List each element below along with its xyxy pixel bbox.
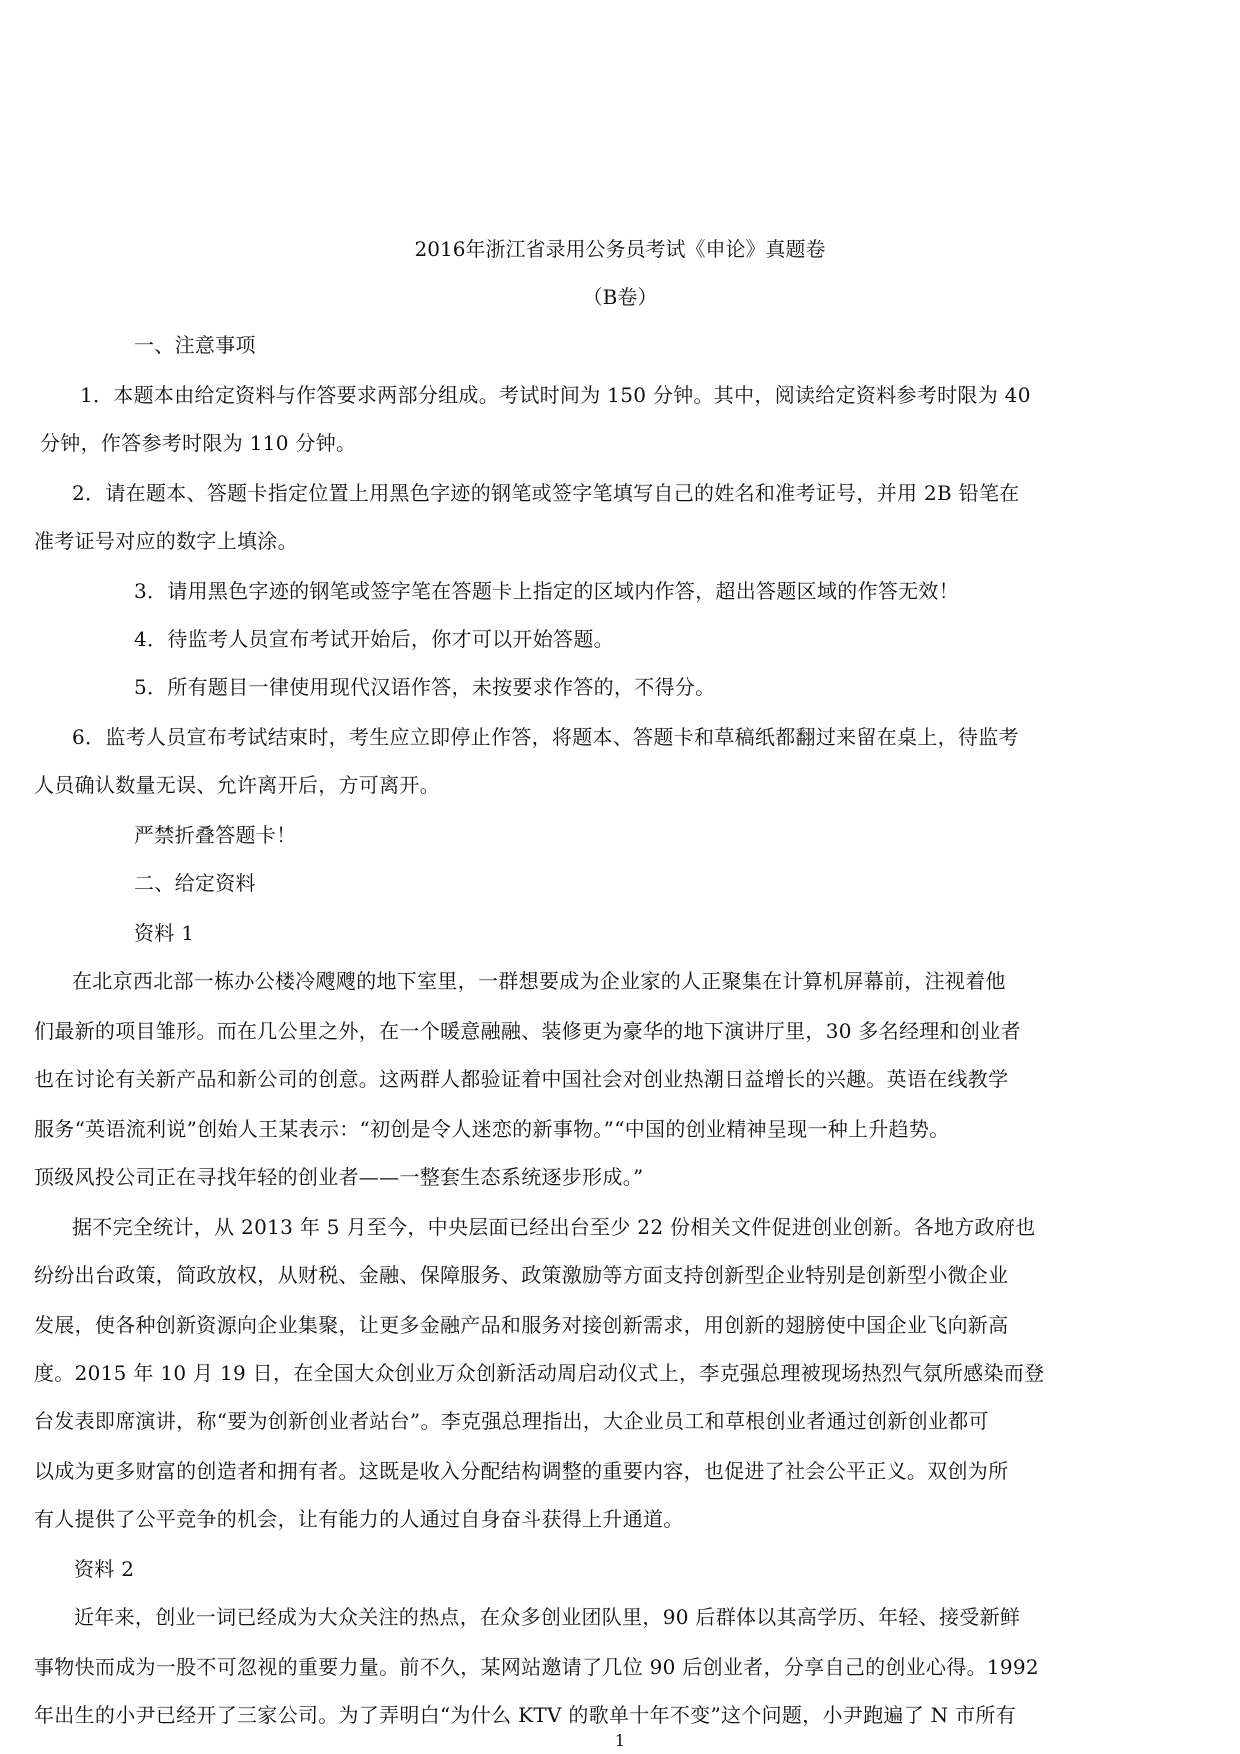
- material-2-paragraph-1-line: 近年来，创业一词已经成为大众关注的热点，在众多创业团队里，90 后群体以其高学历、年轻、接受新鲜: [74, 1605, 1021, 1629]
- notice-item-5: 5．所有题目一律使用现代汉语作答，未按要求作答的，不得分。: [134, 675, 716, 699]
- notice-item-3: 3．请用黑色字迹的钢笔或签字笔在答题卡上指定的区域内作答，超出答题区域的作答无效！: [134, 579, 960, 603]
- notice-heading: 一、注意事项: [134, 333, 256, 357]
- material-1-paragraph-1-line: 顶级风投公司正在寻找年轻的创业者——一整套生态系统逐步形成。”: [34, 1165, 644, 1189]
- material-1-paragraph-1-line: 也在讨论有关新产品和新公司的创意。这两群人都验证着中国社会对创业热潮日益增长的兴趣。英语在线教学: [34, 1067, 1009, 1091]
- materials-heading: 二、给定资料: [134, 871, 256, 895]
- material-1-paragraph-1-line: 们最新的项目雏形。而在几公里之外，在一个暖意融融、装修更为豪华的地下演讲厅里，30 多名经理和创业者: [34, 1019, 1021, 1043]
- notice-item-4: 4．待监考人员宣布考试开始后，你才可以开始答题。: [134, 627, 614, 651]
- material-1-paragraph-2-line: 度。2015 年 10 月 19 日，在全国大众创业万众创新活动周启动仪式上，李克强总理被现场热烈气氛所感染而登: [34, 1361, 1045, 1385]
- notice-item-2-line-1: 2．请在题本、答题卡指定位置上用黑色字迹的钢笔或签字笔填写自己的姓名和准考证号，并用 2B 铅笔在: [72, 481, 1020, 505]
- material-1-paragraph-2-line: 有人提供了公平竞争的机会，让有能力的人通过自身奋斗获得上升通道。: [34, 1507, 684, 1531]
- material-1-paragraph-2-line: 发展，使各种创新资源向企业集聚，让更多金融产品和服务对接创新需求，用创新的翅膀使中国企业飞向新高: [34, 1313, 1009, 1337]
- material-2-paragraph-1-line: 年出生的小尹已经开了三家公司。为了弄明白“为什么 KTV 的歌单十年不变”这个问题，小尹跑遍了 N 市所有: [34, 1703, 1017, 1727]
- material-1-heading: 资料 1: [134, 921, 195, 945]
- material-1-paragraph-1-line: 服务“英语流利说”创始人王某表示：“初创是令人迷恋的新事物。”“中国的创业精神呈现一种上升趋势。: [34, 1117, 950, 1141]
- material-1-paragraph-2-line: 以成为更多财富的创造者和拥有者。这既是收入分配结构调整的重要内容，也促进了社会公平正义。双创为所: [34, 1459, 1009, 1483]
- notice-item-6-line-2: 人员确认数量无误、允许离开后，方可离开。: [34, 773, 440, 797]
- material-2-heading: 资料 2: [74, 1557, 135, 1581]
- material-1-paragraph-2-line: 纷纷出台政策，简政放权，从财税、金融、保障服务、政策激励等方面支持创新型企业特别是创新型小微企业: [34, 1263, 1009, 1287]
- notice-item-6-line-1: 6．监考人员宣布考试结束时，考生应立即停止作答，将题本、答题卡和草稿纸都翻过来留在桌上，待监考: [72, 725, 1019, 749]
- notice-item-2-line-2: 准考证号对应的数字上填涂。: [34, 529, 298, 553]
- warning-text: 严禁折叠答题卡！: [134, 823, 297, 847]
- material-1-paragraph-1-line: 在北京西北部一栋办公楼冷飕飕的地下室里，一群想要成为企业家的人正聚集在计算机屏幕前，注视着他: [72, 969, 1006, 993]
- material-1-paragraph-2-line: 据不完全统计，从 2013 年 5 月至今，中央层面已经出台至少 22 份相关文件促进创业创新。各地方政府也: [72, 1215, 1036, 1239]
- material-2-paragraph-1-line: 事物快而成为一股不可忽视的重要力量。前不久，某网站邀请了几位 90 后创业者，分享自己的创业心得。1992: [34, 1655, 1039, 1679]
- document-title: 2016年浙江省录用公务员考试《申论》真题卷: [414, 237, 826, 261]
- document-subtitle: （B卷）: [582, 285, 658, 309]
- notice-item-1-line-1: 1．本题本由给定资料与作答要求两部分组成。考试时间为 150 分钟。其中，阅读给定资料参考时限为 40: [80, 383, 1031, 407]
- material-1-paragraph-2-line: 台发表即席演讲，称“要为创新创业者站台”。李克强总理指出，大企业员工和草根创业者通过创新创业都可: [34, 1409, 989, 1433]
- notice-item-1-line-2: 分钟，作答参考时限为 110 分钟。: [40, 431, 357, 455]
- page-number: 1: [614, 1731, 626, 1750]
